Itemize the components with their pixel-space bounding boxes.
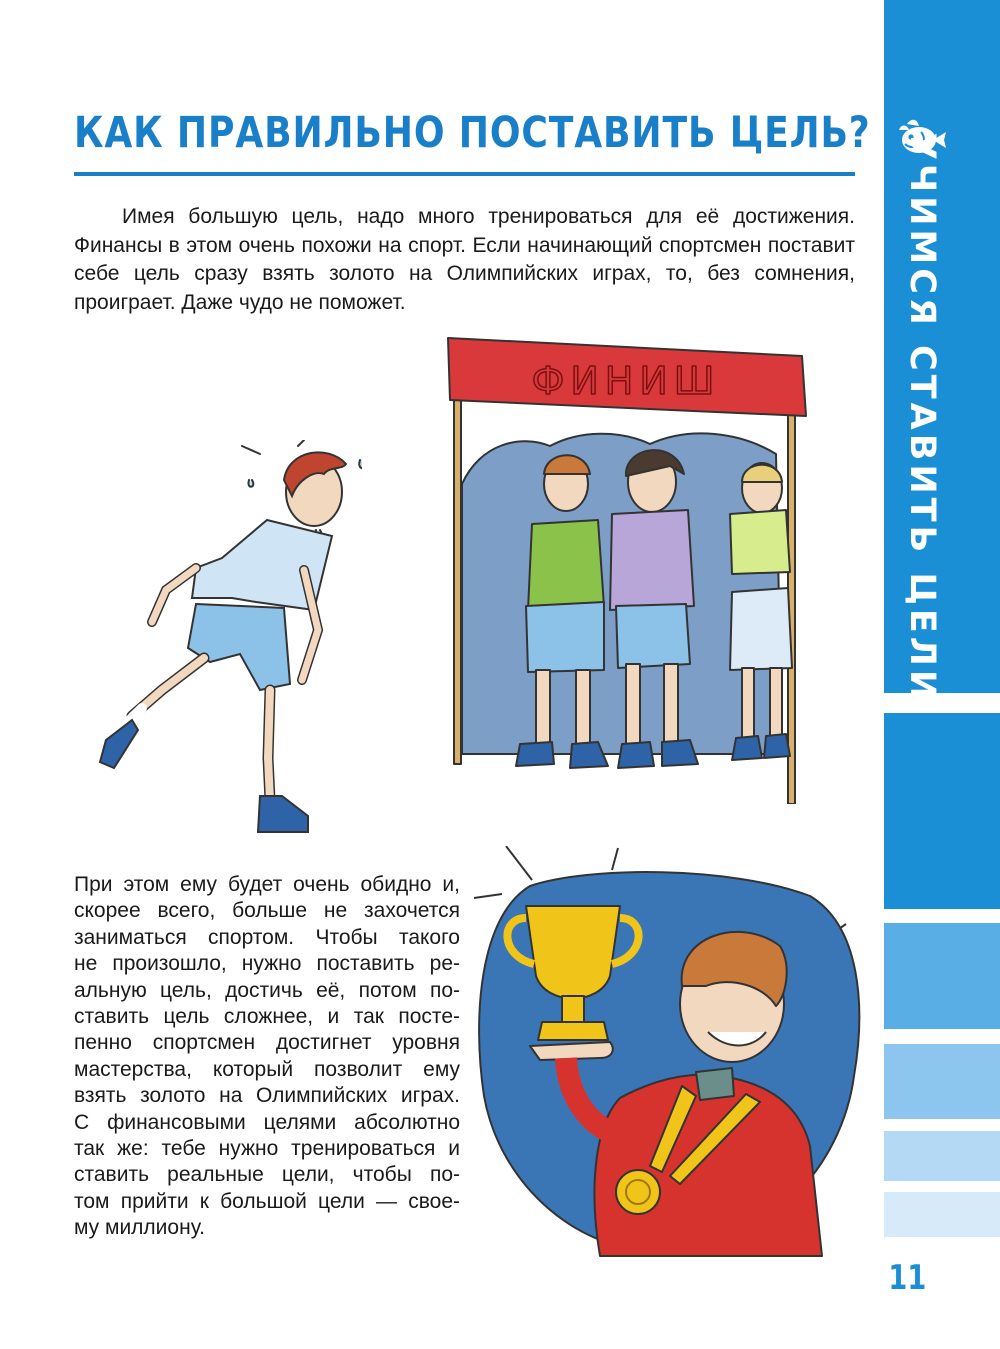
- lower-paragraph-line: С финансовыми целями абсолютно: [74, 1110, 460, 1134]
- title-underline: [74, 172, 855, 176]
- lower-paragraph-line: взять золото на Олимпийских играх.: [74, 1084, 460, 1108]
- lower-paragraph-line: му миллиону.: [74, 1216, 205, 1240]
- lower-paragraph-line: том прийти к большой цели — свое-: [74, 1189, 460, 1213]
- lower-paragraph-line: заниматься спортом. Чтобы такого: [74, 925, 460, 949]
- sidebar-tab-1: [884, 713, 1000, 909]
- finish-line-illustration: [440, 334, 810, 804]
- sidebar-tab-5: [884, 1192, 1000, 1237]
- intro-paragraph: Имея большую цель, надо много тренироваться для её достижения. Финансы в этом очень похожи на спорт. Если начинающий спортсмен поставит себе цель сразу взять золото на Олимпийских играх, то, без сомнения, проиграет. Даже чудо не поможет.: [74, 205, 855, 314]
- lower-paragraph-line: пенно спортсмен достигнет уровня: [74, 1031, 460, 1055]
- lower-paragraph-line: ставить реальные цели, чтобы по-: [74, 1163, 460, 1187]
- lower-paragraph-line: мастерства, который позволит ему: [74, 1057, 460, 1081]
- lower-paragraph-line: При этом ему будет очень обидно и,: [74, 873, 460, 896]
- lower-paragraph-line: скорее всего, больше не захочется: [74, 899, 460, 923]
- champion-trophy-illustration: [470, 846, 870, 1266]
- lower-paragraph-line: так же: тебе нужно тренироваться и: [74, 1137, 460, 1161]
- page-title: КАК ПРАВИЛЬНО ПОСТАВИТЬ ЦЕЛЬ?: [74, 108, 871, 158]
- finish-banner-text: ФИНИШ: [531, 359, 721, 403]
- tired-runner-illustration: [92, 440, 362, 850]
- sidebar-tab-2: [884, 923, 1000, 1029]
- page-number: 11: [888, 1258, 927, 1298]
- lower-paragraph-line: не произошло, нужно поставить ре-: [74, 952, 460, 976]
- lower-paragraph-line: альную цель, достичь её, потом по-: [74, 978, 460, 1002]
- lower-paragraph-line: ставить цель сложнее, и так посте-: [74, 1005, 460, 1029]
- sidebar-tab-3: [884, 1044, 1000, 1119]
- lower-paragraph: [74, 872, 460, 1242]
- sidebar-tab-4: [884, 1131, 1000, 1181]
